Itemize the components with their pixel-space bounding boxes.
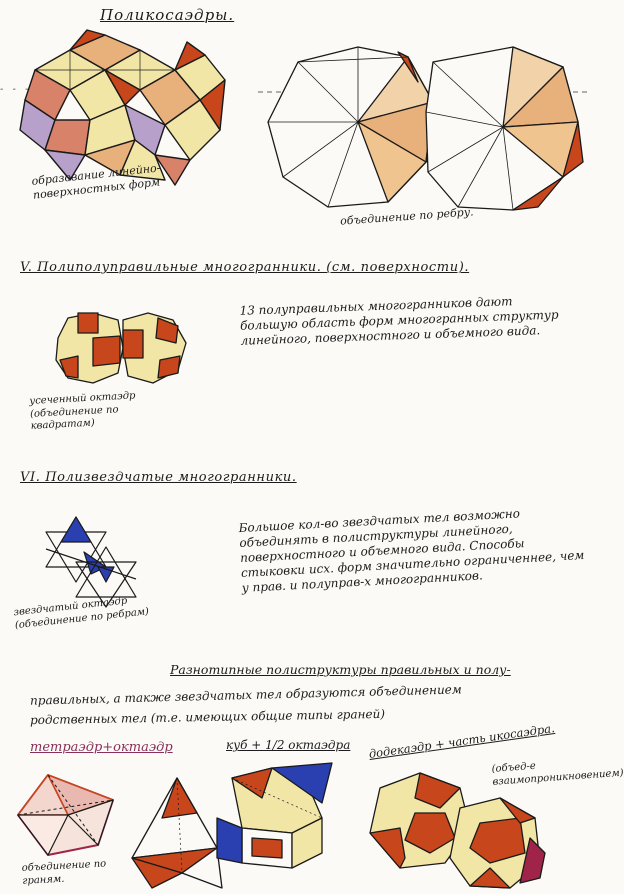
caption-surface-forms: образование линейно-поверхностных форм	[30, 161, 161, 202]
caption-join-by-faces: объединение по граням.	[21, 858, 107, 887]
two-icosahedra-drawing	[258, 42, 588, 222]
dodeca-icosa-drawing	[360, 768, 545, 894]
section5-heading: V. Полиполуправильные многогранники. (см. поверхности).	[20, 260, 470, 275]
section6-caption: звездчатый октаэдр (объединение по ребрам)	[13, 595, 150, 631]
section7-heading-line1: Разнотипные полиструктуры правильных и полу-	[170, 662, 511, 677]
section5-text: 13 полуправильных многогранников дают большую область форм многогранных структур линейного, поверхностного и объемного вида.	[239, 294, 559, 348]
label-cube-half-octa: куб + 1/2 октаэдра	[226, 738, 351, 752]
truncated-octahedra-drawing	[48, 308, 198, 388]
section7-heading-line3: родственных тел (т.е. имеющих общие типы граней)	[29, 706, 386, 728]
label-mutual-penetration: (объед-е взаимопроникновением)	[491, 760, 624, 788]
section6-heading: VI. Полизвездчатые многогранники.	[20, 470, 297, 485]
section6-text: Большое кол-во звездчатых тел возможно объединять в полиструктуры линейного, поверхностного и объемного вида. Способы стыковки исх. форм значительно ограниченнее, чем у прав. и полуправ-х многогранников.	[238, 506, 585, 595]
label-dodeca-icosa: додекаэдр + часть икосаэдра.	[367, 721, 556, 761]
section7-heading-line2: правильных, а также звездчатых тел образуются объединением	[29, 682, 462, 708]
tetra-octa-drawing	[8, 770, 123, 860]
section5-caption: усеченный октаэдр (объединение по квадратам)	[29, 390, 136, 432]
label-tetra-octa: тетраэдр+октаэдр	[30, 740, 173, 755]
page-title: Поликосаэдры.	[100, 6, 235, 24]
stellated-octahedra-drawing	[36, 512, 146, 607]
dashed-axis-left: - - -	[0, 84, 32, 95]
cube-half-octa-drawing	[122, 758, 342, 892]
caption-edge-join: объединение по ребру.	[339, 205, 475, 228]
